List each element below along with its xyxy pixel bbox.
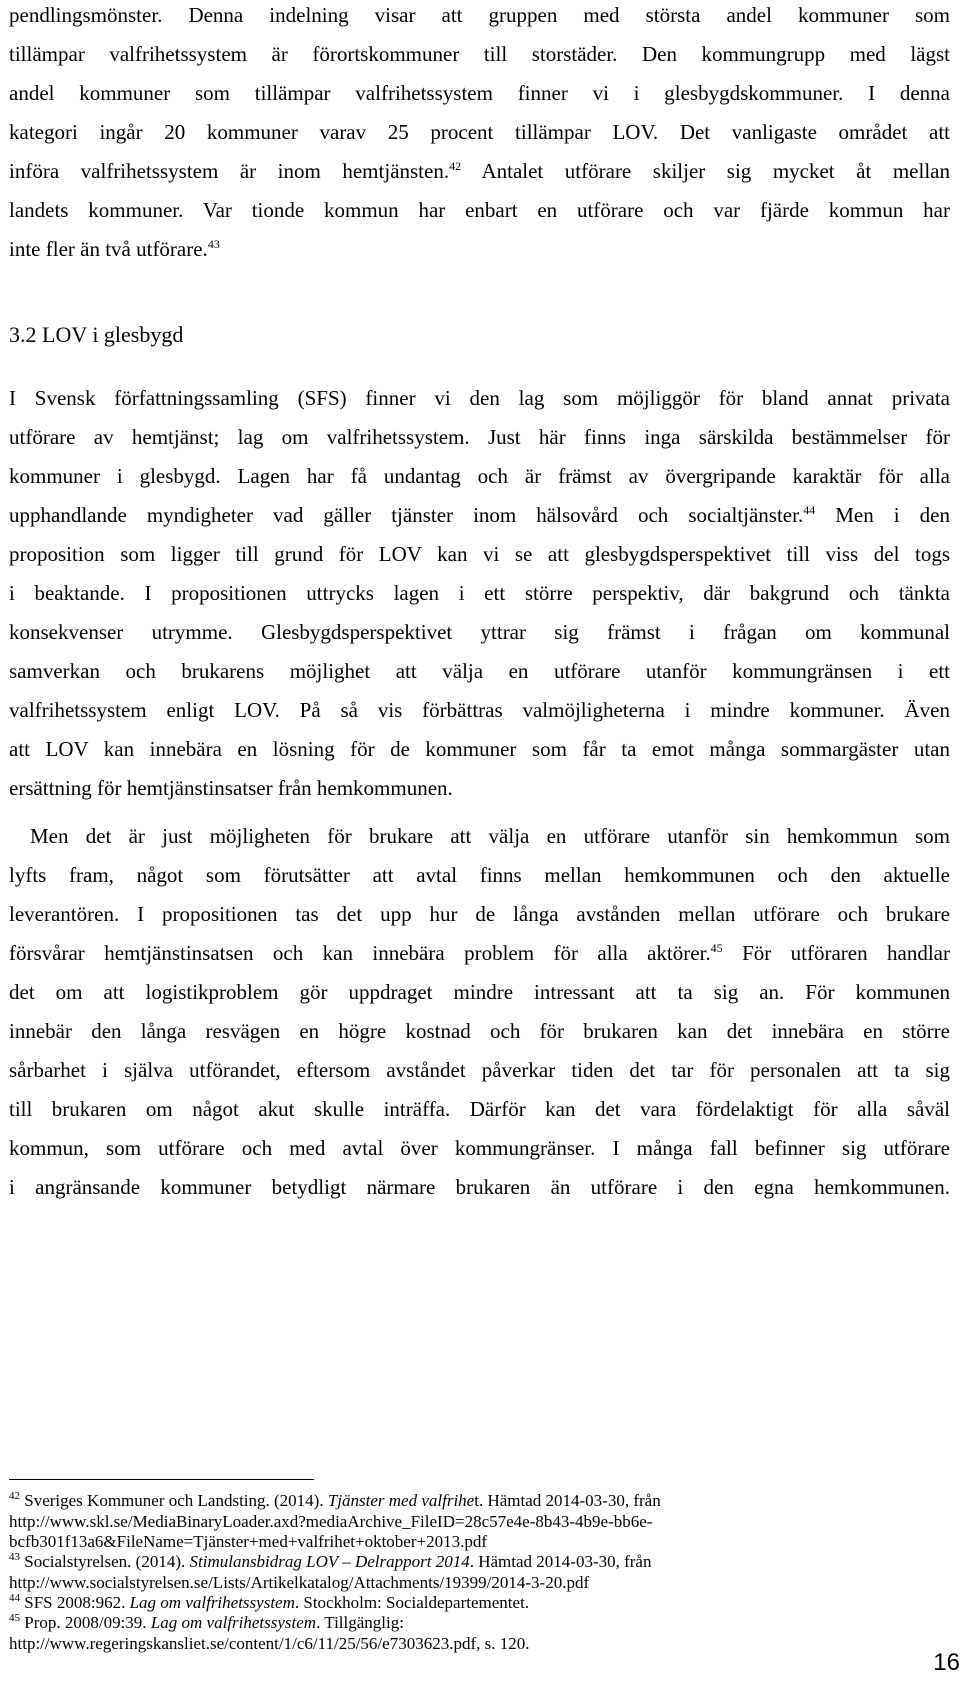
body-line: ersättning för hemtjänstinsatser från hemkommunen. — [9, 776, 453, 800]
footnote-ref[interactable]: 44 — [803, 503, 816, 517]
footnote-ref[interactable]: 42 — [449, 159, 462, 173]
body-line: att LOV kan innebära en lösning för de kommuner som får ta emot många sommargäster utan — [9, 737, 950, 761]
body-line: till brukaren om något akut skulle inträffa. Därför kan det vara fördelaktigt för alla såväl — [9, 1097, 950, 1121]
footnote-ref[interactable]: 43 — [207, 237, 220, 251]
footnote: $^{45}$ Prop. 2008/09:39. Lag om valfrihetssystem. Tillgänglig: — [9, 1612, 404, 1632]
body-line: kategori ingår 20 kommuner varav 25 procent tillämpar LOV. Det vanligaste området att — [9, 120, 950, 144]
footnote: $^{43}$ Socialstyrelsen. (2014). Stimulansbidrag LOV – Delrapport 2014. Hämtad 2014-03-30, från — [9, 1551, 652, 1571]
body-line: kommuner i glesbygd. Lagen har få undantag och är främst av övergripande karaktär för alla — [9, 464, 950, 488]
section-heading: 3.2 LOV i glesbygd — [9, 322, 184, 347]
footnote-link[interactable]: http://www.regeringskansliet.se/content/1/c6/11/25/56/e7303623.pdf, s. 120. — [9, 1634, 530, 1653]
body-line: det om att logistikproblem gör uppdraget mindre intressant att ta sig an. För kommunen — [9, 980, 950, 1004]
body-line: upphandlande myndigheter vad gäller tjänster inom hälsovård och socialtjänster.$^{44}$ Men i den — [9, 503, 950, 527]
body-line: I Svensk författningssamling (SFS) finner vi den lag som möjliggör för bland annat privata — [9, 386, 950, 410]
body-line: lyfts fram, något som förutsätter att avtal finns mellan hemkommunen och den aktuelle — [9, 863, 950, 887]
body-line: inte fler än två utförare.$^{43}$ — [9, 237, 220, 261]
body-line: innebär den långa resvägen en högre kostnad och för brukaren kan det innebära en större — [9, 1019, 950, 1043]
body-line: i angränsande kommuner betydligt närmare brukaren än utförare i den egna hemkommunen. — [9, 1175, 950, 1199]
body-line: proposition som ligger till grund för LOV kan vi se att glesbygdsperspektivet till viss del togs — [9, 542, 950, 566]
body-line: införa valfrihetssystem är inom hemtjänsten.$^{42}$ Antalet utförare skiljer sig mycket åt mellan — [9, 159, 950, 183]
body-line: i beaktande. I propositionen uttrycks lagen i ett större perspektiv, där bakgrund och tänkta — [9, 581, 950, 605]
body-line: kommun, som utförare och med avtal över kommungränser. I många fall befinner sig utförare — [9, 1136, 950, 1160]
footnote-separator — [9, 1479, 314, 1480]
body-line: landets kommuner. Var tionde kommun har enbart en utförare och var fjärde kommun har — [9, 198, 950, 222]
body-line: andel kommuner som tillämpar valfrihetssystem finner vi i glesbygdskommuner. I denna — [9, 81, 950, 105]
body-line: pendlingsmönster. Denna indelning visar att gruppen med största andel kommuner som — [9, 3, 950, 27]
footnote-link[interactable]: http://www.skl.se/MediaBinaryLoader.axd?mediaArchive_FileID=28c57e4e-8b43-4b9e-bb6e- — [9, 1512, 653, 1531]
body-line: utförare av hemtjänst; lag om valfrihetssystem. Just här finns inga särskilda bestämmelser för — [9, 425, 950, 449]
footnote-link[interactable]: http://www.socialstyrelsen.se/Lists/Artikelkatalog/Attachments/19399/2014-3-20.pdf — [9, 1573, 590, 1592]
body-line: leverantören. I propositionen tas det upp hur de långa avstånden mellan utförare och brukare — [9, 902, 950, 926]
body-line: samverkan och brukarens möjlighet att välja en utförare utanför kommungränsen i ett — [9, 659, 950, 683]
footnote: $^{42}$ Sveriges Kommuner och Landsting. (2014). Tjänster med valfrihet. Hämtad 2014-03-30, från — [9, 1490, 661, 1510]
footnote: $^{44}$ SFS 2008:962. Lag om valfrihetssystem. Stockholm: Socialdepartementet. — [9, 1592, 530, 1612]
body-line: Men det är just möjligheten för brukare att välja en utförare utanför sin hemkommun som — [30, 824, 950, 848]
body-line: tillämpar valfrihetssystem är förortskommuner till storstäder. Den kommungrupp med lägst — [9, 42, 950, 66]
body-line: konsekvenser utrymme. Glesbygdsperspektivet yttrar sig främst i frågan om kommunal — [9, 620, 950, 644]
body-line: sårbarhet i själva utförandet, eftersom avståndet påverkar tiden det tar för personalen att ta sig — [9, 1058, 950, 1082]
page-number: 16 — [933, 1649, 960, 1676]
footnote-link[interactable]: bcfb301f13a6&FileName=Tjänster+med+valfrihet+oktober+2013.pdf — [9, 1532, 488, 1551]
body-line: valfrihetssystem enligt LOV. På så vis förbättras valmöjligheterna i mindre kommuner. Även — [9, 698, 950, 722]
footnote-ref[interactable]: 45 — [710, 941, 723, 955]
body-line: försvårar hemtjänstinsatsen och kan innebära problem för alla aktörer.$^{45}$ För utföraren handlar — [9, 941, 950, 965]
